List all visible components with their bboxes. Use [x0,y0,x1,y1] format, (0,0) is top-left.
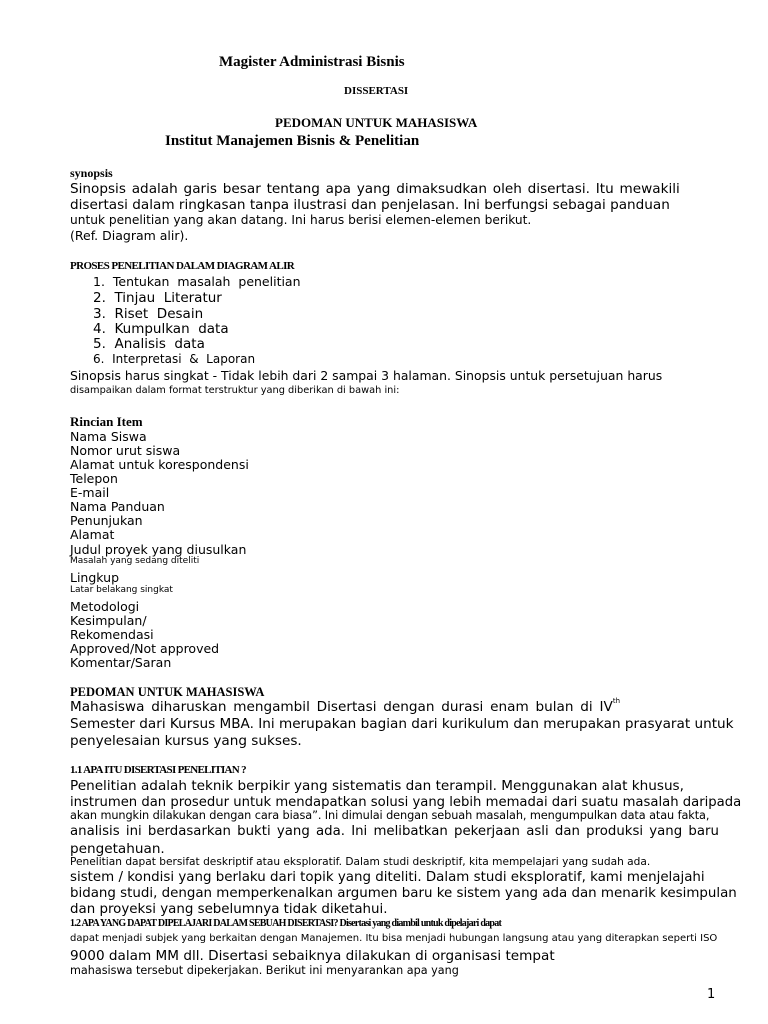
item-label: Alamat [70,527,115,542]
item-label: Rekomendasi [70,627,154,642]
process-step: 5. Analisis data [93,336,205,352]
institute-title: Institut Manajemen Bisnis & Penelitian [165,133,420,149]
process-note: disampaikan dalam format terstruktur yang diberikan di bawah ini: [70,385,400,396]
guide-title: PEDOMAN UNTUK MAHASISWA [275,115,478,130]
item-label: Nomor urut siswa [70,443,181,458]
synopsis-line: untuk penelitian yang akan datang. Ini harus berisi elemen-elemen berikut. [70,213,532,227]
section-1-1-line: pengetahuan. [70,841,165,857]
section-1-1-line: akan mungkin dilakukan dengan cara biasa”. Ini dimulai dengan sebuah masalah, mengumpulkan data atau fakta, [70,809,710,822]
item-label: Penunjukan [70,513,143,528]
item-label: Latar belakang singkat [70,585,173,595]
guide-line: Semester dari Kursus MBA. Ini merupakan bagian dari kurikulum dan merupakan prasyarat untuk [70,716,734,732]
section-1-2-line: mahasiswa tersebut dipekerjakan. Berikut ini menyarankan apa yang [70,964,459,977]
ordinal-suffix: th [612,697,621,705]
section-1-1-line: analisis ini berdasarkan bukti yang ada. Ini melibatkan pekerjaan asli dan produksi yang baru [70,824,719,839]
item-label: E-mail [70,485,110,500]
section-1-2-line: dapat menjadi subjek yang berkaitan dengan Manajemen. Itu bisa menjadi hubungan langsung atau yang diterapkan seperti ISO [70,933,718,944]
section-1-1-line: instrumen dan prosedur untuk mendapatkan solusi yang lebih memadai dari suatu masalah daripada [70,795,742,810]
item-label: Lingkup [70,570,120,585]
process-step: 6. Interpretasi & Laporan [93,352,256,366]
item-label: Komentar/Saran [70,655,172,670]
section-1-1-line: Penelitian adalah teknik berpikir yang sistematis dan terampil. Menggunakan alat khusus, [70,778,684,794]
document-type: DISSERTASI [344,85,409,97]
guide-heading: PEDOMAN UNTUK MAHASISWA [70,685,265,699]
process-note: Sinopsis harus singkat - Tidak lebih dari 2 sampai 3 halaman. Sinopsis untuk persetujuan harus [70,368,663,383]
section-1-1-line: sistem / kondisi yang berlaku dari topik yang diteliti. Dalam studi eksploratif, kami menjelajahi [70,870,705,885]
section-1-1-line: Penelitian dapat bersifat deskriptif atau eksploratif. Dalam studi deskriptif, kita mempelajari yang sudah ada. [70,856,651,868]
guide-line [70,699,620,715]
section-1-2-heading: 1.2 APA YANG DAPAT DIPELAJARI DALAM SEBUAH DISERTASI? Disertasi yang diambil untuk dipelajari dapat [70,918,502,929]
section-1-1-line: bidang studi, dengan memperkenalkan argumen baru ke sistem yang ada dan menarik kesimpulan [70,886,737,901]
item-label: Alamat untuk korespondensi [70,457,249,472]
process-step: 2. Tinjau Literatur [93,290,222,306]
item-label: Masalah yang sedang diteliti [70,556,200,566]
process-step: 3. Riset Desain [93,306,204,322]
synopsis-heading: synopsis [70,166,113,180]
synopsis-line: disertasi dalam ringkasan tanpa ilustrasi dan penjelasan. Ini berfungsi sebagai panduan [70,197,670,213]
page-number: 1 [707,987,716,1002]
section-1-1-line: dan proyeksi yang sebelumnya tidak diketahui. [70,902,388,917]
process-heading: PROSES PENELITIAN DALAM DIAGRAM ALIR [70,260,295,272]
process-step: 4. Kumpulkan data [93,321,229,337]
item-label: Nama Siswa [70,429,147,444]
synopsis-line: Sinopsis adalah garis besar tentang apa yang dimaksudkan oleh disertasi. Itu mewakili [70,181,680,197]
program-title: Magister Administrasi Bisnis [219,54,405,70]
guide-line1-text: Mahasiswa diharuskan mengambil Disertasi dengan durasi enam bulan di IV [70,699,613,715]
item-label: Metodologi [70,599,140,614]
items-heading: Rincian Item [70,414,143,429]
item-label: Telepon [70,471,118,486]
item-label: Nama Panduan [70,499,165,514]
process-step: 1. Tentukan masalah penelitian [93,274,301,289]
item-label: Kesimpulan/ [70,613,147,628]
synopsis-line: (Ref. Diagram alir). [70,228,189,243]
guide-line: penyelesaian kursus yang sukses. [70,733,302,749]
section-1-2-line: 9000 dalam MM dll. Disertasi sebaiknya dilakukan di organisasi tempat [70,948,555,964]
section-1-1-heading: 1.1 APA ITU DISERTASI PENELITIAN ? [70,764,246,776]
item-label: Judul proyek yang diusulkan [70,542,247,557]
item-label: Approved/Not approved [70,641,220,656]
